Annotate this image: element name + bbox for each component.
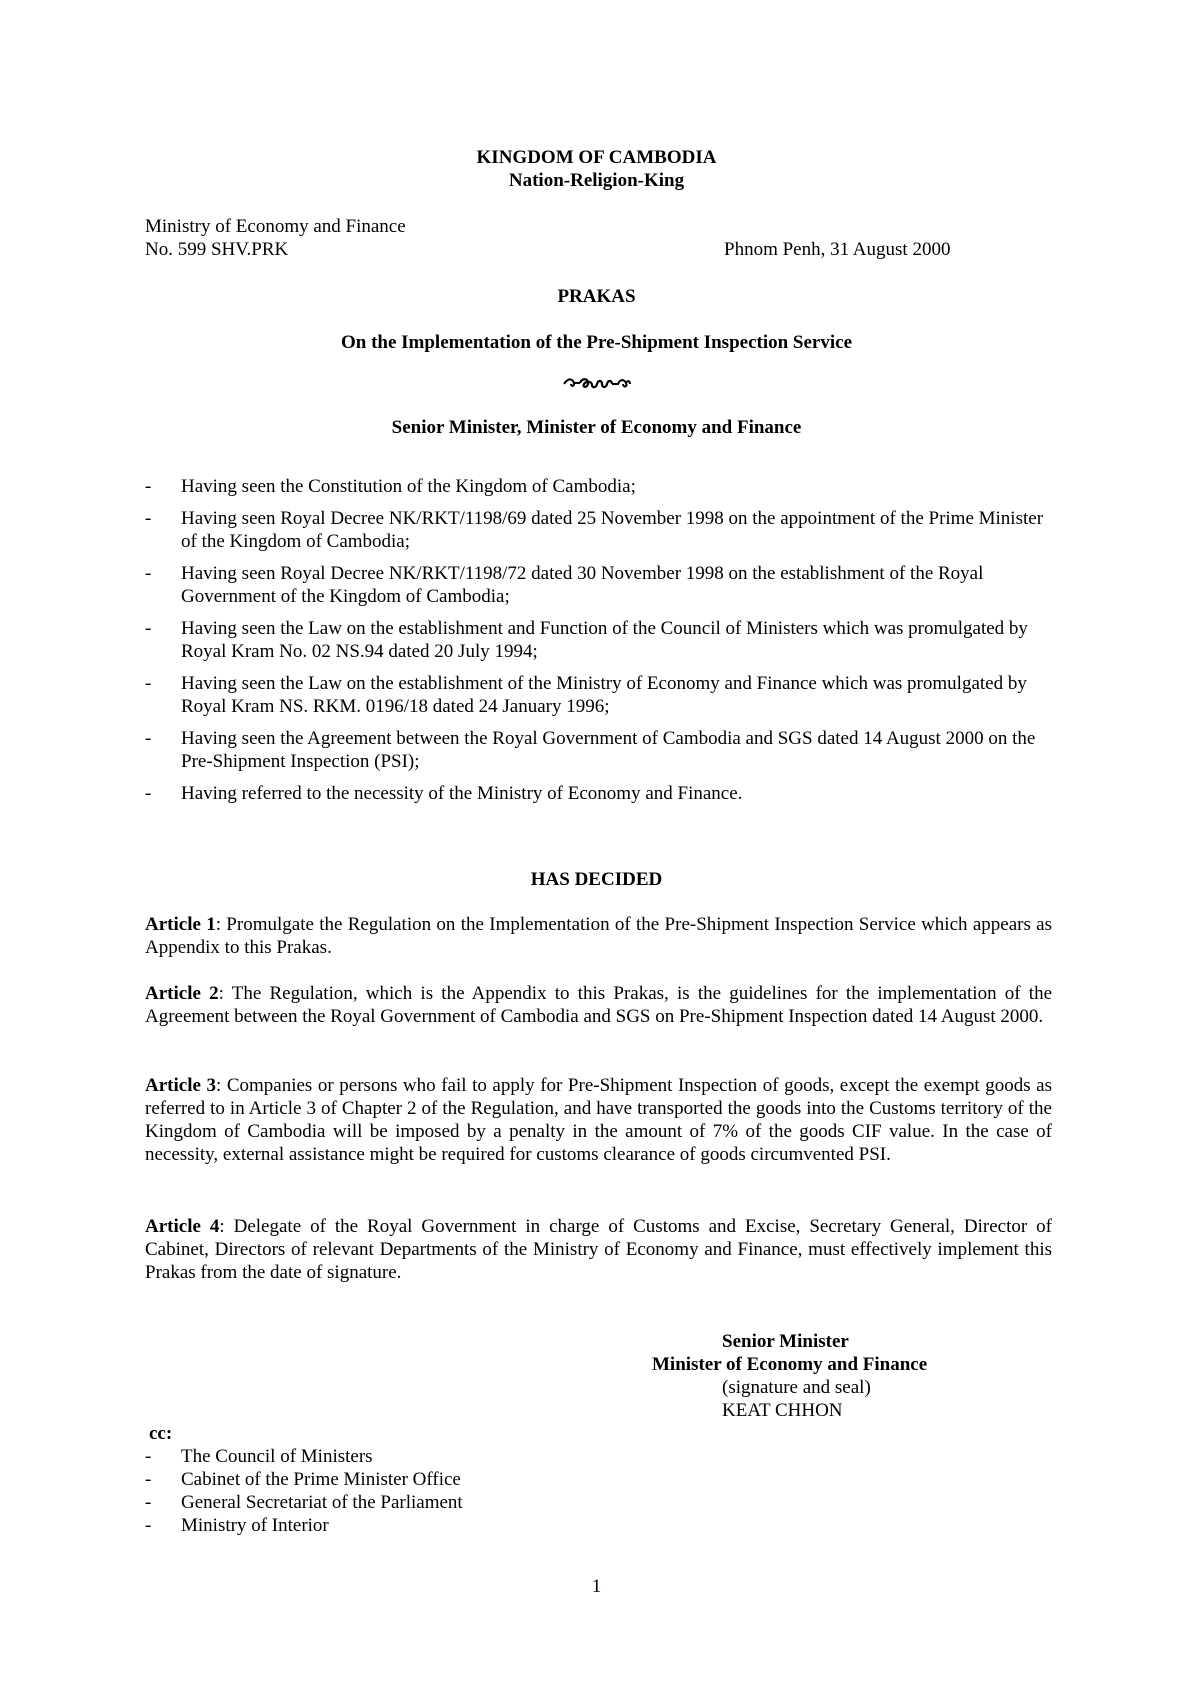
bullet-dash: -	[145, 508, 152, 529]
consideration-text: Having seen the Law on the establishment of the Ministry of Economy and Finance which was promulgated by Royal Kram NS. RKM. 0196/18 dated 24 January 1996;	[181, 673, 1027, 717]
decision-heading: HAS DECIDED	[530, 869, 663, 890]
signature-note: (signature and seal)	[722, 1377, 871, 1398]
signatory-name: KEAT CHHON	[722, 1400, 843, 1421]
issuing-authority: Senior Minister, Minister of Economy and Finance	[391, 417, 802, 438]
article-3	[145, 1074, 1052, 1166]
document-type: PRAKAS	[557, 286, 636, 307]
bullet-dash: -	[145, 476, 152, 497]
signatory-position: Minister of Economy and Finance	[652, 1354, 928, 1375]
article-text: : The Regulation, which is the Appendix to this Prakas, is the guidelines for the implementation of the Agreement between the Royal Government of Cambodia and SGS on Pre-Shipment Inspection dated 14 August 2000.	[145, 983, 1053, 1027]
article-label: Article 1	[145, 914, 216, 935]
country-heading: KINGDOM OF CAMBODIA	[476, 147, 717, 168]
cc-label: cc:	[149, 1423, 173, 1444]
list-item	[145, 617, 1055, 663]
consideration-text: Having seen the Constitution of the Kingdom of Cambodia;	[181, 476, 636, 497]
list-item	[145, 782, 1055, 805]
bullet-dash: -	[145, 618, 152, 639]
article-label: Article 2	[145, 983, 219, 1004]
bullet-dash: -	[145, 673, 152, 694]
considerations-list	[145, 475, 1055, 814]
cc-recipient: The Council of Ministers	[181, 1446, 373, 1467]
list-item	[145, 1514, 463, 1537]
bullet-dash: -	[145, 1446, 152, 1467]
cc-recipient: Ministry of Interior	[181, 1515, 329, 1536]
page-number: 1	[591, 1576, 602, 1597]
place-date: Phnom Penh, 31 August 2000	[724, 239, 951, 260]
signature-block	[640, 1330, 960, 1422]
list-item	[145, 1491, 463, 1514]
ornament-divider	[145, 375, 1048, 391]
list-item	[145, 1468, 463, 1491]
motto-heading: Nation-Religion-King	[508, 170, 685, 191]
consideration-text: Having referred to the necessity of the Ministry of Economy and Finance.	[181, 783, 743, 804]
article-4	[145, 1215, 1052, 1284]
cc-list	[145, 1445, 463, 1537]
list-item	[145, 475, 1055, 498]
list-item	[145, 727, 1055, 773]
ministry-name: Ministry of Economy and Finance	[145, 216, 406, 237]
consideration-text: Having seen the Law on the establishment and Function of the Council of Ministers which was promulgated by Royal Kram No. 02 NS.94 dated 20 July 1994;	[181, 618, 1028, 662]
article-2	[145, 982, 1052, 1028]
article-text: : Delegate of the Royal Government in charge of Customs and Excise, Secretary General, Director of Cabinet, Directors of relevant Departments of the Ministry of Economy and Finance, must effectively implement this Prakas from the date of signature.	[145, 1216, 1052, 1283]
document-subject: On the Implementation of the Pre-Shipment Inspection Service	[340, 332, 853, 353]
list-item	[145, 507, 1055, 553]
list-item	[145, 1445, 463, 1468]
article-label: Article 3	[145, 1075, 216, 1096]
document-number: No. 599 SHV.PRK	[145, 239, 289, 260]
bullet-dash: -	[145, 563, 152, 584]
ornament-icon	[562, 375, 632, 391]
cc-recipient: Cabinet of the Prime Minister Office	[181, 1469, 461, 1490]
article-text: : Companies or persons who fail to apply for Pre-Shipment Inspection of goods, except the exempt goods as referred to in Article 3 of Chapter 2 of the Regulation, and have transported the goods into the Customs territory of the Kingdom of Cambodia will be imposed by a penalty in the amount of 7% of the goods CIF value. In the case of necessity, external assistance might be required for customs clearance of goods circumvented PSI.	[145, 1075, 1053, 1165]
cc-recipient: General Secretariat of the Parliament	[181, 1492, 463, 1513]
article-text: : Promulgate the Regulation on the Implementation of the Pre-Shipment Inspection Service which appears as Appendix to this Prakas.	[145, 914, 1052, 958]
signatory-title: Senior Minister	[722, 1331, 849, 1352]
bullet-dash: -	[145, 1492, 152, 1513]
list-item	[145, 562, 1055, 608]
consideration-text: Having seen Royal Decree NK/RKT/1198/69 dated 25 November 1998 on the appointment of the Prime Minister of the Kingdom of Cambodia;	[181, 508, 1044, 552]
list-item	[145, 672, 1055, 718]
bullet-dash: -	[145, 728, 152, 749]
bullet-dash: -	[145, 1469, 152, 1490]
article-1	[145, 913, 1052, 959]
article-label: Article 4	[145, 1216, 220, 1237]
bullet-dash: -	[145, 783, 152, 804]
consideration-text: Having seen Royal Decree NK/RKT/1198/72 dated 30 November 1998 on the establishment of the Royal Government of the Kingdom of Cambodia;	[181, 563, 984, 607]
bullet-dash: -	[145, 1515, 152, 1536]
consideration-text: Having seen the Agreement between the Royal Government of Cambodia and SGS dated 14 August 2000 on the Pre-Shipment Inspection (PSI);	[181, 728, 1036, 772]
